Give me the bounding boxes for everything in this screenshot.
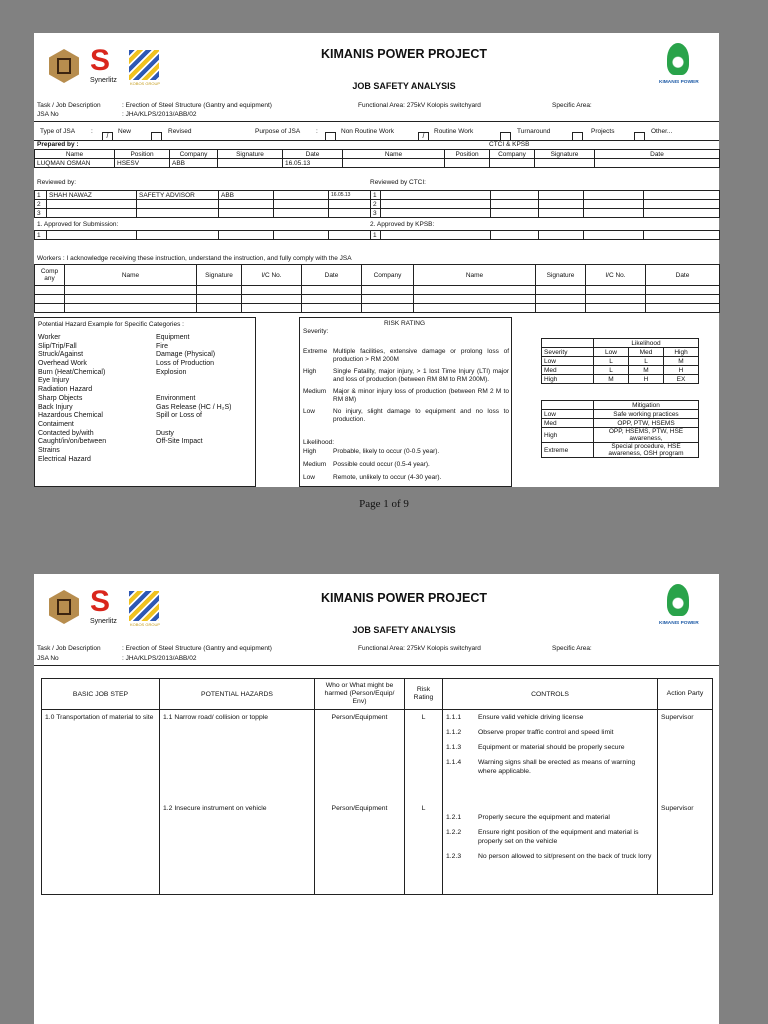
- control-text: Warning signs shall be erected as means of warning where applicable.: [478, 759, 636, 775]
- mitigation-level: Low: [542, 410, 594, 419]
- control-number: 1.2.1: [446, 814, 462, 821]
- severity-row: [303, 408, 509, 424]
- cell: [584, 231, 644, 240]
- control-number: 1.1.4: [446, 759, 462, 766]
- divider: [34, 140, 719, 141]
- prepared-table: [34, 149, 720, 168]
- cell: [445, 159, 490, 168]
- col-header: Date: [283, 150, 343, 159]
- hazard-item: Slip/Trip/Fall: [38, 342, 77, 350]
- control-text: Observe proper traffic control and speed limit: [478, 729, 614, 736]
- cell: [47, 200, 137, 209]
- header-risk: Risk Rating: [405, 679, 443, 710]
- mitigation-row: [542, 410, 699, 419]
- severity-desc: Single Fatality, major injury, > 1 lost Time Injury (LTI) major and loss of production (between RM 8M to RM 200M).: [333, 368, 509, 383]
- cell: [584, 209, 644, 218]
- matrix-title: Likelihood: [594, 339, 699, 348]
- cell: [644, 200, 720, 209]
- new-label: New: [118, 128, 132, 135]
- controls-list-1: [446, 713, 654, 776]
- matrix-col-header: Med: [629, 348, 664, 357]
- hazard-item: Back Injury: [38, 403, 73, 411]
- header-job-step: BASIC JOB STEP: [42, 679, 160, 710]
- control-number: 1.2.3: [446, 853, 462, 860]
- hazard-item: Eye Injury: [38, 377, 70, 385]
- row-number: 3: [371, 209, 381, 218]
- action-party: Supervisor: [661, 805, 694, 812]
- hazard-item: [156, 386, 231, 395]
- col-header: Company: [170, 150, 218, 159]
- functional-area: Functional Area: 275kV Kolopis switchyard: [358, 102, 481, 109]
- cell: [644, 231, 720, 240]
- severity-desc: Major & minor injury loss of production (between RM 2 M to RM 8M): [333, 388, 509, 403]
- hazard-item: [156, 377, 231, 386]
- matrix-row: [542, 375, 699, 384]
- col-header: Company: [362, 265, 414, 286]
- matrix-cell: L: [594, 366, 629, 375]
- col-header: Signature: [197, 265, 242, 286]
- company-emblem-logo: [49, 49, 79, 83]
- matrix-cell: H: [629, 375, 664, 384]
- hazard-item: Radiation Hazard: [38, 386, 93, 394]
- likelihood-level: Low: [303, 474, 315, 481]
- hazard-item: Struck/Against: [38, 351, 84, 359]
- jsa-label: JSA No: [37, 111, 59, 118]
- matrix-cell: H: [664, 366, 699, 375]
- cell: [343, 159, 445, 168]
- non-routine-checkbox[interactable]: [325, 128, 336, 146]
- col-header: Signature: [535, 150, 595, 159]
- hazard-item: Off-Site Impact: [156, 438, 203, 446]
- mitigation-title: Mitigation: [594, 401, 699, 410]
- matrix-cell: L: [594, 357, 629, 366]
- row-number: 1: [371, 191, 381, 200]
- col-header: I/C No.: [586, 265, 646, 286]
- reviewed-position: SAFETY ADVISOR: [137, 191, 219, 200]
- control-number: 1.1.3: [446, 744, 462, 751]
- risk-rating-box: [299, 317, 512, 487]
- functional-area: Functional Area: 275kV Kolopis switchyard: [358, 645, 481, 652]
- col-header: I/C No.: [242, 265, 302, 286]
- group-name: KOBOS GROUP: [130, 81, 161, 86]
- col-header: Signature: [536, 265, 586, 286]
- hazard-example-title: Potential Hazard Example for Specific Categories :: [38, 321, 184, 328]
- header-action-party: Action Party: [658, 679, 713, 710]
- matrix-cell: EX: [664, 375, 699, 384]
- cell: [137, 200, 219, 209]
- who-item: Person/Equipment: [331, 714, 388, 721]
- party-cell: [658, 710, 713, 895]
- cell: [329, 231, 371, 240]
- task-label: Task / Job Description: [37, 645, 101, 652]
- severity-label: Severity:: [303, 328, 329, 335]
- client-name: KIMANIS POWER: [659, 80, 699, 85]
- specific-area: Specific Area:: [552, 645, 592, 652]
- cell: [381, 231, 491, 240]
- control-number: 1.2.2: [446, 829, 462, 836]
- col-header: Date: [646, 265, 720, 286]
- signature-cell: [218, 159, 283, 168]
- control-item: [446, 743, 654, 752]
- document-title: JOB SAFETY ANALYSIS: [352, 81, 456, 91]
- hazard-item: Strains: [38, 446, 60, 454]
- cell: [539, 209, 584, 218]
- severity-row: [303, 348, 509, 364]
- col-header: Date: [595, 150, 720, 159]
- routine-checkbox[interactable]: /: [418, 128, 429, 146]
- risk-matrix: [541, 338, 699, 384]
- hazard-example-box: [34, 317, 256, 487]
- hazard-item: Burn (Heat/Chemical): [38, 368, 106, 376]
- cell: [219, 200, 274, 209]
- likelihood-list: [303, 448, 509, 487]
- matrix-cell: High: [542, 375, 594, 384]
- divider: [34, 665, 719, 666]
- likelihood-desc: Possible could occur (0.5-4 year).: [333, 461, 430, 468]
- group-logo: [129, 50, 159, 80]
- company-name: Synerlitz: [90, 618, 117, 625]
- mitigation-measure: Safe working practices: [594, 410, 699, 419]
- hazard-item: Environment: [156, 394, 196, 402]
- hazard-item: Equipment: [156, 334, 190, 341]
- control-item: [446, 813, 652, 822]
- header-hazards: POTENTIAL HAZARDS: [160, 679, 315, 710]
- severity-row: [303, 388, 509, 404]
- jsa-value: : JHA/KLPS/2013/ABB/02: [122, 655, 197, 662]
- cell: [491, 231, 539, 240]
- hazard-item: Damage (Physical): [156, 351, 216, 359]
- control-item: [446, 828, 652, 846]
- colon: :: [316, 128, 318, 135]
- severity-level: High: [303, 368, 317, 375]
- severity-desc: No injury, slight damage to equipment and no loss to production.: [333, 408, 509, 423]
- who-cell: [315, 710, 405, 895]
- routine-label: Routine Work: [434, 128, 474, 135]
- cell: [274, 209, 329, 218]
- likelihood-desc: Remote, unlikely to occur (4-30 year).: [333, 474, 442, 481]
- mitigation-measure: Special procedure, HSE awareness, OSH program: [594, 443, 699, 458]
- mitigation-measure: OPP, PTW, HSEMS: [594, 419, 699, 428]
- row-number: 1: [371, 231, 381, 240]
- hazard-item: Sharp Objects: [38, 394, 83, 402]
- likelihood-level: Medium: [303, 461, 327, 468]
- mitigation-level: Med: [542, 419, 594, 428]
- cell: [491, 191, 539, 200]
- cell: [219, 209, 274, 218]
- matrix-cell: Med: [542, 366, 594, 375]
- mitigation-table: [541, 400, 699, 458]
- jsa-value: : JHA/KLPS/2013/ABB/02: [122, 111, 197, 118]
- control-item: [446, 852, 652, 861]
- control-text: Equipment or material should be properly secure: [478, 744, 625, 751]
- cell: [329, 209, 371, 218]
- cell: [491, 200, 539, 209]
- jsa-type-label: Type of JSA: [40, 128, 76, 135]
- hazard-item: Hazardous Chemical: [38, 412, 103, 420]
- risk-cell: [405, 710, 443, 895]
- hazard-item: Worker: [38, 334, 61, 341]
- col-header: Name: [35, 150, 115, 159]
- reviewed-company: ABB: [219, 191, 274, 200]
- hazard-item: Fire: [156, 342, 169, 350]
- hazard-item: Contaiment: [38, 420, 74, 428]
- kimanis-flame-logo: [667, 584, 689, 616]
- approved-submission-label: 1. Approved for Submission:: [37, 221, 119, 228]
- other-label: Other...: [651, 128, 673, 135]
- control-item: [446, 758, 654, 776]
- reviewed-table: [34, 190, 720, 218]
- projects-label: Projects: [591, 128, 615, 135]
- cell: [137, 209, 219, 218]
- purpose-label: Purpose of JSA: [255, 128, 301, 135]
- cell: [584, 191, 644, 200]
- row-number: 3: [35, 209, 47, 218]
- hazard-item: Spill or Loss of: [156, 412, 202, 420]
- synerlitz-logo: S: [90, 44, 111, 77]
- project-title: KIMANIS POWER PROJECT: [321, 47, 487, 61]
- hazard-list-equipment: [156, 334, 231, 447]
- controls-list-2: [446, 813, 652, 867]
- likelihood-level: High: [303, 448, 317, 455]
- severity-level: Low: [303, 408, 315, 415]
- matrix-col-header: High: [664, 348, 699, 357]
- control-number: 1.1.2: [446, 729, 462, 736]
- cell: [584, 200, 644, 209]
- controls-cell: [443, 710, 658, 895]
- task-value: : Erection of Steel Structure (Gantry and equipment): [122, 102, 272, 109]
- page-1: [34, 33, 719, 487]
- approved-table: [34, 230, 720, 240]
- approved-kpsb-label: 2. Approved by KPSB:: [370, 221, 435, 228]
- project-title: KIMANIS POWER PROJECT: [321, 591, 487, 605]
- col-header: Position: [115, 150, 170, 159]
- col-header: Position: [445, 150, 490, 159]
- matrix-cell: Low: [542, 357, 594, 366]
- col-header: Name: [343, 150, 445, 159]
- reviewed-date: 16.05.13: [329, 191, 371, 200]
- cell: [644, 209, 720, 218]
- cell: [490, 159, 535, 168]
- who-item: Person/Equipment: [331, 805, 388, 812]
- control-text: No person allowed to sit/present on the back of truck lorry: [478, 853, 652, 860]
- col-header: Company: [490, 150, 535, 159]
- group-name: KOBOS GROUP: [130, 622, 161, 627]
- severity-level: Extreme: [303, 348, 328, 355]
- cell: [644, 191, 720, 200]
- cell: [539, 200, 584, 209]
- risk-item: L: [421, 805, 426, 812]
- ctci-kpsb-label: CTCI & KPSB: [489, 141, 530, 148]
- reviewed-name: SHAH NAWAZ: [47, 191, 137, 200]
- cell: [329, 200, 371, 209]
- synerlitz-logo: S: [90, 585, 111, 618]
- matrix-cell: M: [629, 366, 664, 375]
- header-who: Who or What might be harmed (Person/Equip/ Env): [315, 679, 405, 710]
- mitigation-row: [542, 443, 699, 458]
- job-step: 1.0 Transportation of material to site: [42, 710, 160, 895]
- control-item: [446, 728, 654, 737]
- control-text: Ensure valid vehicle driving license: [478, 714, 584, 721]
- mitigation-level: High: [542, 428, 594, 443]
- table-row: [42, 710, 713, 895]
- divider: [34, 121, 719, 122]
- document-title: JOB SAFETY ANALYSIS: [352, 625, 456, 635]
- non-routine-label: Non Routine Work: [341, 128, 394, 135]
- signature-cell: [274, 191, 329, 200]
- cell: [539, 231, 584, 240]
- control-text: Ensure right position of the equipment and material is properly set on the vehicle: [478, 829, 639, 845]
- prepared-name: LUQMAN OSMAN: [35, 159, 115, 168]
- hazard-item: Gas Release (HC / H₂S): [156, 403, 232, 411]
- cell: [47, 231, 137, 240]
- colon: :: [91, 128, 93, 135]
- likelihood-row: [303, 461, 509, 469]
- control-text: Properly secure the equipment and material: [478, 814, 610, 821]
- hazard-cell: [160, 710, 315, 895]
- page-2: [34, 574, 719, 1024]
- matrix-cell: M: [664, 357, 699, 366]
- row-number: 1: [35, 191, 47, 200]
- control-number: 1.1.1: [446, 714, 462, 721]
- cell: [219, 231, 274, 240]
- severity-list: [303, 348, 509, 428]
- action-party: Supervisor: [661, 714, 694, 721]
- hazard-item: Overhead Work: [38, 360, 87, 368]
- cell: [595, 159, 720, 168]
- company-name: Synerlitz: [90, 77, 117, 84]
- other-checkbox[interactable]: [634, 128, 645, 146]
- matrix-cell: L: [629, 357, 664, 366]
- workers-statement: Workers : I acknowledge receiving these instruction, understand the instruction, and fully comply with the JSA: [37, 255, 352, 262]
- hazard-item: Caught/in/on/between: [38, 438, 107, 446]
- hazard-item: Dusty: [156, 429, 174, 437]
- jsa-table: [41, 678, 713, 895]
- cell: [381, 200, 491, 209]
- likelihood-desc: Probable, likely to occur (0-0.5 year).: [333, 448, 440, 455]
- hazard-item: Contacted by/with: [38, 429, 94, 437]
- revised-label: Revised: [168, 128, 192, 135]
- client-name: KIMANIS POWER: [659, 621, 699, 626]
- header-controls: CONTROLS: [443, 679, 658, 710]
- cell: [381, 191, 491, 200]
- matrix-header-row: [542, 348, 699, 357]
- matrix-col-header: Low: [594, 348, 629, 357]
- cell: [274, 231, 329, 240]
- prepared-position: HSESV: [115, 159, 170, 168]
- cell: [491, 209, 539, 218]
- cell: [535, 159, 595, 168]
- task-label: Task / Job Description: [37, 102, 101, 109]
- company-emblem-logo: [49, 590, 79, 624]
- control-item: [446, 713, 654, 722]
- workers-table: [34, 264, 720, 313]
- mitigation-level: Extreme: [542, 443, 594, 458]
- hazard-item: Explosion: [156, 368, 187, 376]
- cell: [47, 209, 137, 218]
- hazard-item: Loss of Production: [156, 360, 214, 368]
- row-number: 2: [371, 200, 381, 209]
- revised-checkbox[interactable]: [151, 128, 162, 146]
- likelihood-row: [303, 448, 509, 456]
- turnaround-label: Turnaround: [517, 128, 551, 135]
- hazard-item: 1.1 Narrow road/ collision or topple: [163, 714, 269, 721]
- col-header: Date: [302, 265, 362, 286]
- row-number: 2: [35, 200, 47, 209]
- likelihood-label: Likelihood:: [303, 439, 335, 446]
- prepared-date: 16.05.13: [283, 159, 343, 168]
- matrix-row: [542, 357, 699, 366]
- col-header: Signature: [218, 150, 283, 159]
- matrix-row: [542, 366, 699, 375]
- row-number: 1: [35, 231, 47, 240]
- mitigation-row: [542, 419, 699, 428]
- col-header: Name: [414, 265, 536, 286]
- risk-rating-title: RISK RATING: [384, 320, 426, 327]
- hazard-item: 1.2 Insecure instrument on vehicle: [163, 805, 267, 812]
- reviewed-label: Reviewed by:: [37, 179, 77, 186]
- severity-level: Medium: [303, 388, 327, 395]
- cell: [274, 200, 329, 209]
- page-number: Page 1 of 9: [359, 498, 409, 510]
- matrix-cell: M: [594, 375, 629, 384]
- mitigation-row: [542, 428, 699, 443]
- specific-area: Specific Area:: [552, 102, 592, 109]
- prepared-label: Prepared by :: [37, 141, 79, 148]
- severity-row: [303, 368, 509, 384]
- prepared-company: ABB: [170, 159, 218, 168]
- col-header: Name: [65, 265, 197, 286]
- hazard-list-workers: [38, 334, 106, 464]
- cell: [137, 231, 219, 240]
- new-checkbox[interactable]: /: [102, 128, 113, 146]
- mitigation-measure: OPP, HSEMS, PTW, HSE awareness,: [594, 428, 699, 443]
- risk-item: L: [421, 714, 426, 721]
- likelihood-row: [303, 474, 509, 482]
- jsa-label: JSA No: [37, 655, 59, 662]
- cell: [539, 191, 584, 200]
- group-logo: [129, 591, 159, 621]
- kimanis-flame-logo: [667, 43, 689, 75]
- reviewed-ctci-label: Reviewed by CTCI:: [370, 179, 426, 186]
- severity-desc: Multiple facilities, extensive damage or prolong loss of production > RM 200M: [333, 348, 509, 363]
- cell: [381, 209, 491, 218]
- col-header: Comp any: [35, 265, 65, 286]
- matrix-col-header: Severity: [542, 348, 594, 357]
- projects-checkbox[interactable]: [572, 128, 583, 146]
- hazard-item: [156, 421, 231, 430]
- hazard-item: Electrical Hazard: [38, 455, 91, 463]
- task-value: : Erection of Steel Structure (Gantry and equipment): [122, 645, 272, 652]
